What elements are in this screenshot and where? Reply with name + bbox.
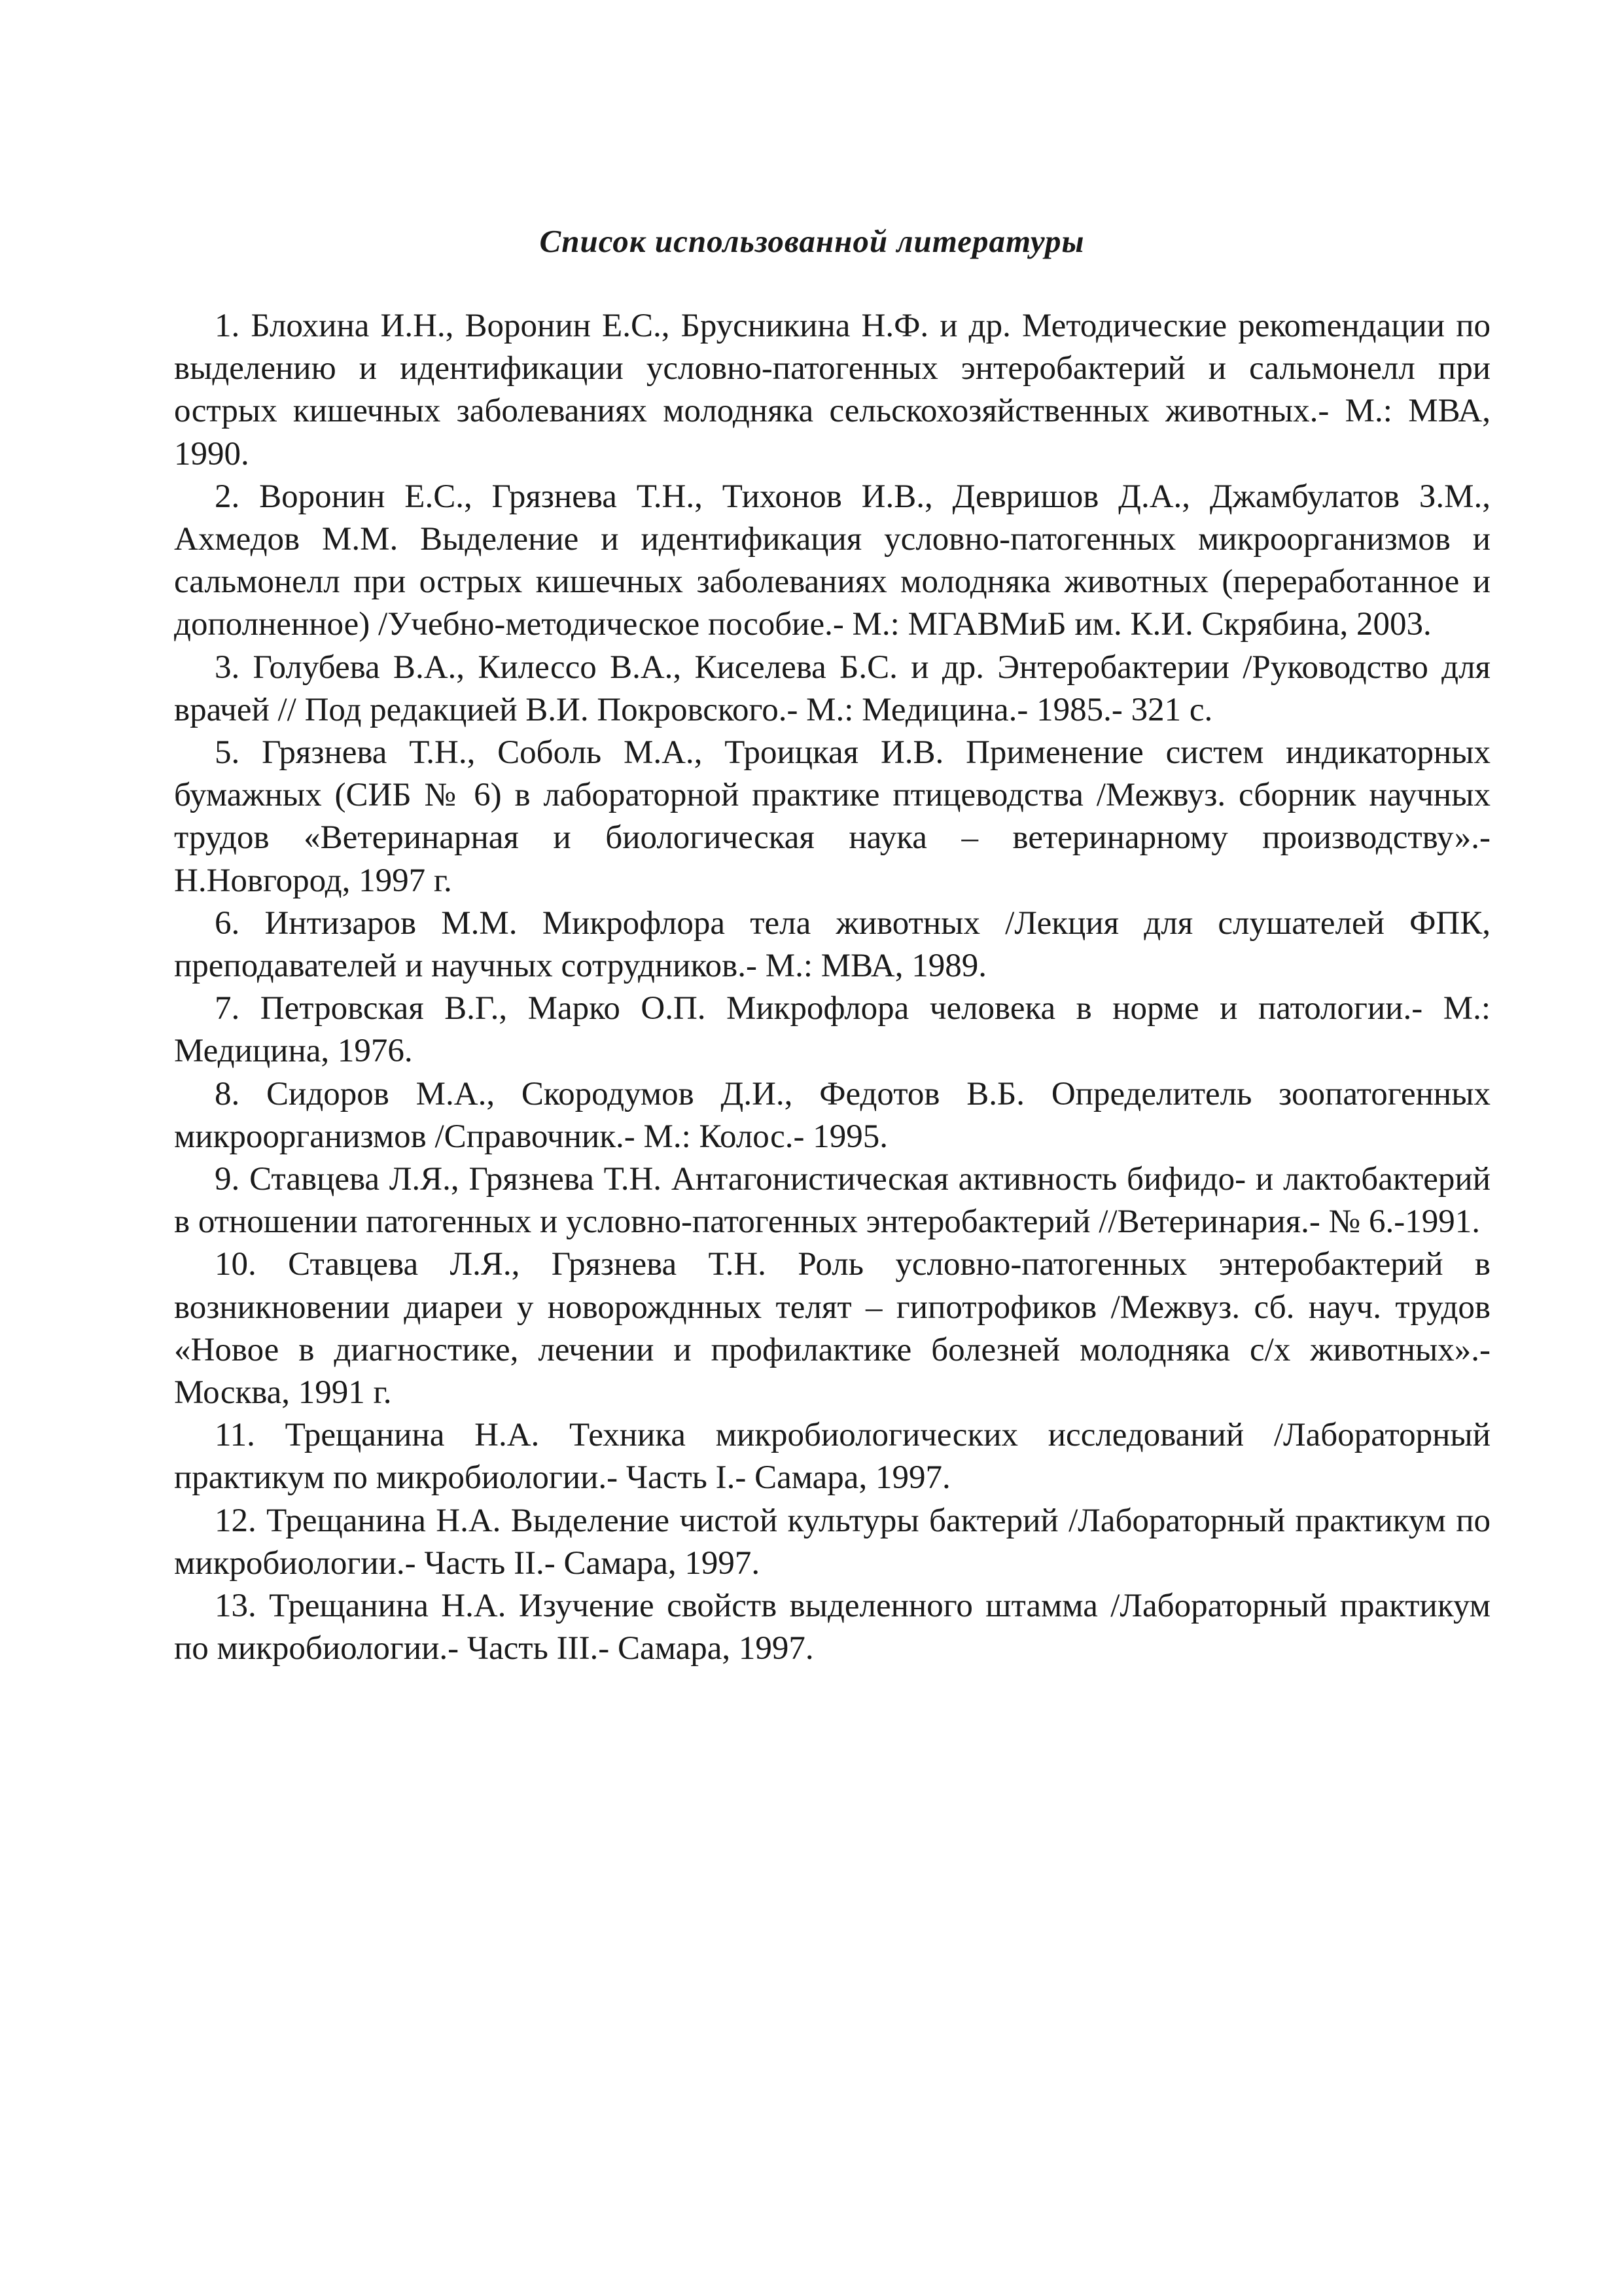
reference-item: 11. Трещанина Н.А. Техника микробиологических исследований /Лабораторный практикум по микробиологии.- Часть I.- Самара, 1997. [174,1417,1491,1497]
page-title: Список использованной литературы [539,223,1085,259]
reference-item: 8. Сидоров М.А., Скородумов Д.И., Федотов В.Б. Определитель зоопатогенных микроорганизмов /Справочник.- М.: Колос.- 1995. [174,1075,1491,1155]
reference-item: 9. Ставцева Л.Я., Грязнева Т.Н. Антагонистическая активность бифидо- и лактобактерий в отношении патогенных и условно-патогенных энтеробактерий //Ветеринария.- № 6.-1991. [174,1161,1491,1241]
reference-item: 5. Грязнева Т.Н., Соболь М.А., Троицкая И.В. Применение систем индикаторных бумажных (СИБ № 6) в лабораторной практике птицеводства /Межвуз. сборник научных трудов «Ветеринарная и биологическая наука – ветеринарному производству».- Н.Новгород, 1997 г. [174,734,1491,899]
reference-item: 6. Интизаров М.М. Микрофлора тела животных /Лекция для слушателей ФПК, преподавателей и научных сотрудников.- М.: МВА, 1989. [174,904,1491,985]
reference-item: 7. Петровская В.Г., Марко О.П. Микрофлора человека в норме и патологии.- М.: Медицина, 1976. [174,990,1491,1070]
reference-item: 12. Трещанина Н.А. Выделение чистой культуры бактерий /Лабораторный практикум по микробиологии.- Часть II.- Самара, 1997. [174,1502,1491,1582]
reference-item: 13. Трещанина Н.А. Изучение свойств выделенного штамма /Лабораторный практикум по микробиологии.- Часть III.- Самара, 1997. [174,1588,1491,1667]
reference-item: 1. Блохина И.Н., Воронин Е.С., Брусникина Н.Ф. и др. Методические рекоmендации по выделению и идентификации условно-патогенных энтеробактерий и сальмонелл при острых кишечных заболеваниях молодняка сельскохозяйственных животных.- М.: МВА, 1990. [174,308,1491,472]
reference-item: 10. Ставцева Л.Я., Грязнева Т.Н. Роль условно-патогенных энтеробактерий в возникновении диареи у новорожднных телят – гипотрофиков /Межвуз. сб. науч. трудов «Новое в диагностике, лечении и профилактике болезней молодняка с/х животных».- Москва, 1991 г. [174,1246,1491,1412]
reference-list [174,305,1491,1671]
reference-item: 2. Воронин Е.С., Грязнева Т.Н., Тихонов И.В., Девришов Д.А., Джамбулатов З.М., Ахмедов М.М. Выделение и идентификация условно-патогенных микроорганизмов и сальмонелл при острых кишечных заболеваниях молодняка животных (переработанное и дополненное) /Учебно-методическое пособие.- М.: МГАВМиБ им. К.И. Скрябина, 2003. [174,478,1491,643]
reference-item: 3. Голубева В.А., Килессо В.А., Киселева Б.С. и др. Энтеробактерии /Руководство для врачей // Под редакцией В.И. Покровского.- М.: Медицина.- 1985.- 321 с. [174,649,1491,728]
